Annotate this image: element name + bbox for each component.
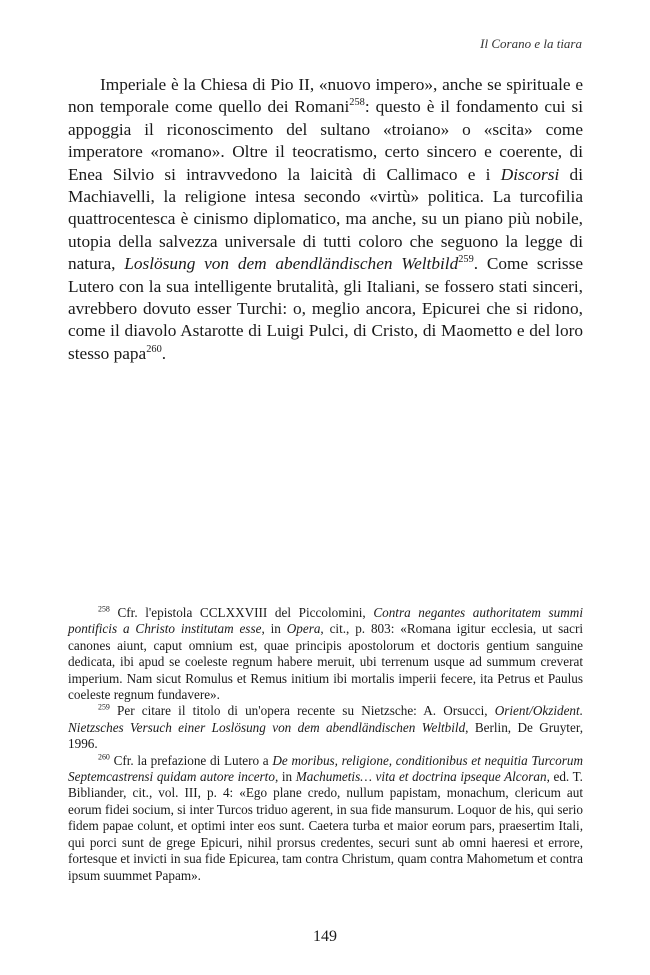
footnote-number-259: 259 [98, 703, 110, 713]
footnote-ref-258[interactable]: 258 [349, 97, 365, 109]
footnote-258 [68, 605, 583, 703]
footnote-258-text-e: , cit., p. 803: «Romana igitur ecclesia, ut sacri canones aiunt, caput omnium est, quae principis apostolorum et doctoris gentium sanguine dedicata, ibi apud se coeleste regnum habere meruit, ubi terrenum usque ad summum creverat imperium. Nam sicut Romulus et Remus initium ibi mortalis imperii fecere, ita Petrus et Paulus coeleste regnum fundavere». [68, 621, 583, 703]
footnote-260-text-a: Cfr. la prefazione di Lutero a [109, 752, 273, 768]
title-discorsi: Discorsi [500, 164, 560, 184]
running-head: Il Corano e la tiara [480, 36, 582, 51]
footnote-259 [68, 703, 583, 752]
footnotes [68, 605, 583, 884]
footnote-ref-260[interactable]: 260 [146, 344, 162, 356]
footnote-260-text-e: , ed. T. Bibliander, cit., vol. III, p. 4: «Ego plane credo, nullum papistam, monachum, clericum aut eorum fidei socium, si inter Turcos triduo agerent, in sua fide mansurum. Loquor de his, qui serio fidem papae colunt, et optimi inter eos sunt. Caetera turba et maior eorum pars, praesertim Itali, qui porci sunt de grege Epicuri, nihil prorsus credentes, securi sunt ab omni haeresi et errore, fortesque et invicti in sua fide Epicurea, tam contra Christum, quam contra Mahometum et contra ipsum suummet Papam». [68, 769, 583, 883]
footnote-258-text-a: Cfr. l'epistola CCLXXVIII del Piccolomini, [109, 605, 374, 620]
body-paragraph [68, 74, 583, 365]
footnote-ref-259[interactable]: 259 [458, 254, 474, 266]
footnote-260-text-c: , in [274, 769, 296, 785]
footnote-260-title: De moribus, religione, conditionibus et nequitia Turcorum Septemcastrensi quidam autore incerto [68, 752, 583, 785]
body-text-4: . Come scrisse Lutero con la sua intelligente brutalità, gli Italiani, se fossero stati sinceri, avrebbero dovuto esser Turchi: o, meglio ancora, Epicurei che si ridono, come il diavolo Astarotte di Luigi Pulci, di Cristo, di Maometto e del loro stesso papa [68, 254, 583, 363]
body-text-2: : questo è il fondamento cui si appoggia il riconoscimento del sultano «troiano» o «scita» come imperatore «romano». Oltre il teocratismo, certo sincero e coerente, di Enea Silvio si intravvedono la laicità di Callimaco e i [68, 97, 583, 184]
body-text-3: di Machiavelli, la religione intesa secondo «virtù» politica. La turcofilia quattrocentesca è cinismo diplomatico, ma anche, su un piano più nobile, utopia della salvezza universale di tutti coloro che seguono la legge di natura, [68, 164, 583, 274]
footnote-number-260: 260 [98, 752, 110, 762]
footnote-258-opera: Opera [286, 621, 321, 637]
footnote-260 [68, 753, 583, 884]
footnote-259-title: Orient/Okzident. Nietzsches Versuch einer Loslösung von dem abendländischen Weltbild [68, 703, 583, 735]
footnote-259-text-c: , Berlin, De Gruyter, 1996. [68, 719, 583, 752]
body-text-1: Imperiale è la Chiesa di Pio II, «nuovo impero», anche se spirituale e non temporale come quello dei Romani [68, 75, 583, 117]
footnote-259-text-a: Per citare il titolo di un'opera recente su Nietzsche: A. Orsucci, [109, 703, 495, 719]
footnote-258-text-c: , in [261, 621, 287, 637]
footnote-260-machumetis: Machumetis… vita et doctrina ipseque Alcoran [295, 769, 547, 785]
footnote-258-title: Contra negantes authoritatem summi pontificis a Christo institutam esse [68, 605, 583, 637]
footnote-number-258: 258 [98, 604, 110, 614]
body-text-5: . [161, 343, 167, 363]
page-number: 149 [313, 928, 337, 945]
title-losloesung: Loslösung von dem abendländischen Weltbild [124, 254, 459, 274]
